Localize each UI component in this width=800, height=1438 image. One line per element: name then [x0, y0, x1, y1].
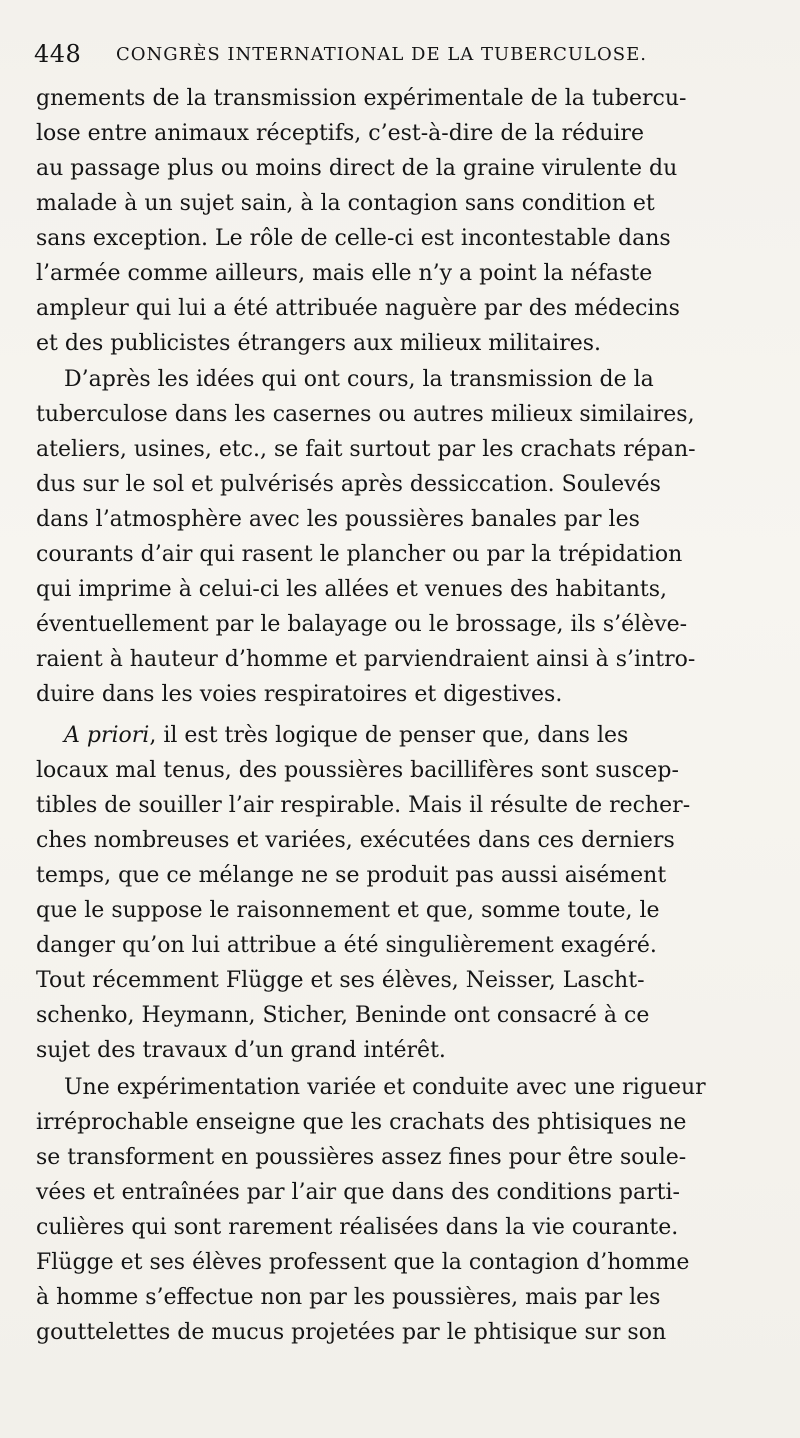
text-line: sans exception. Le rôle de celle-ci est incontestable dans: [36, 226, 671, 251]
text-line: courants d’air qui rasent le plancher ou par la trépidation: [36, 542, 683, 567]
text-line: schenko, Heymann, Sticher, Beninde ont consacré à ce: [36, 1003, 650, 1028]
text-line: gnements de la transmission expérimentale de la tubercu-: [36, 86, 687, 111]
text-line: éventuellement par le balayage ou le brossage, ils s’élève-: [36, 612, 688, 637]
text-line: et des publicistes étrangers aux milieux militaires.: [36, 331, 602, 356]
text-line: temps, que ce mélange ne se produit pas aussi aisément: [36, 863, 667, 888]
text-line: Flügge et ses élèves professent que la contagion d’homme: [36, 1250, 690, 1275]
text-line: D’après les idées qui ont cours, la transmission de la: [64, 367, 654, 392]
text-line: à homme s’effectue non par les poussières, mais par les: [36, 1285, 661, 1310]
text-line: danger qu’on lui attribue a été singulièrement exagéré.: [36, 933, 657, 958]
text-line: dans l’atmosphère avec les poussières banales par les: [36, 507, 640, 532]
text-line: ches nombreuses et variées, exécutées dans ces derniers: [36, 828, 675, 853]
text-line: que le suppose le raisonnement et que, somme toute, le: [36, 898, 660, 923]
text-line: ampleur qui lui a été attribuée naguère par des médecins: [36, 296, 680, 321]
text-line: Tout récemment Flügge et ses élèves, Neisser, Lascht-: [36, 968, 645, 993]
text-line: Une expérimentation variée et conduite avec une rigueur: [64, 1075, 706, 1100]
text-line: malade à un sujet sain, à la contagion sans condition et: [36, 191, 655, 216]
text-line: qui imprime à celui-ci les allées et venues des habitants,: [36, 577, 667, 602]
text-line: se transforment en poussières assez fines pour être soule-: [36, 1145, 687, 1170]
text-line: l’armée comme ailleurs, mais elle n’y a point la néfaste: [36, 261, 653, 286]
text-line: ateliers, usines, etc., se fait surtout par les crachats répan-: [36, 437, 696, 462]
text-line: locaux mal tenus, des poussières bacillifères sont suscep-: [36, 758, 679, 783]
text-line: raient à hauteur d’homme et parviendraient ainsi à s’intro-: [36, 647, 696, 672]
text-line: A priori, il est très logique de penser que, dans les: [64, 723, 629, 748]
text-line: irréprochable enseigne que les crachats des phtisiques ne: [36, 1110, 687, 1135]
text-line: duire dans les voies respiratoires et digestives.: [36, 682, 563, 707]
text-line: dus sur le sol et pulvérisés après dessiccation. Soulevés: [36, 472, 661, 497]
text-line: sujet des travaux d’un grand intérêt.: [36, 1038, 446, 1063]
text-line: tibles de souiller l’air respirable. Mais il résulte de recher-: [36, 793, 691, 818]
page-number: 448: [34, 40, 82, 68]
text-line: lose entre animaux réceptifs, c’est-à-dire de la réduire: [36, 121, 644, 146]
text-line: gouttelettes de mucus projetées par le phtisique sur son: [36, 1320, 667, 1345]
running-head: CONGRÈS INTERNATIONAL DE LA TUBERCULOSE.: [116, 44, 647, 65]
text-line: au passage plus ou moins direct de la graine virulente du: [36, 156, 678, 181]
text-line: tuberculose dans les casernes ou autres milieux similaires,: [36, 402, 695, 427]
text-line: culières qui sont rarement réalisées dans la vie courante.: [36, 1215, 679, 1240]
text-line: vées et entraînées par l’air que dans des conditions parti-: [36, 1180, 680, 1205]
